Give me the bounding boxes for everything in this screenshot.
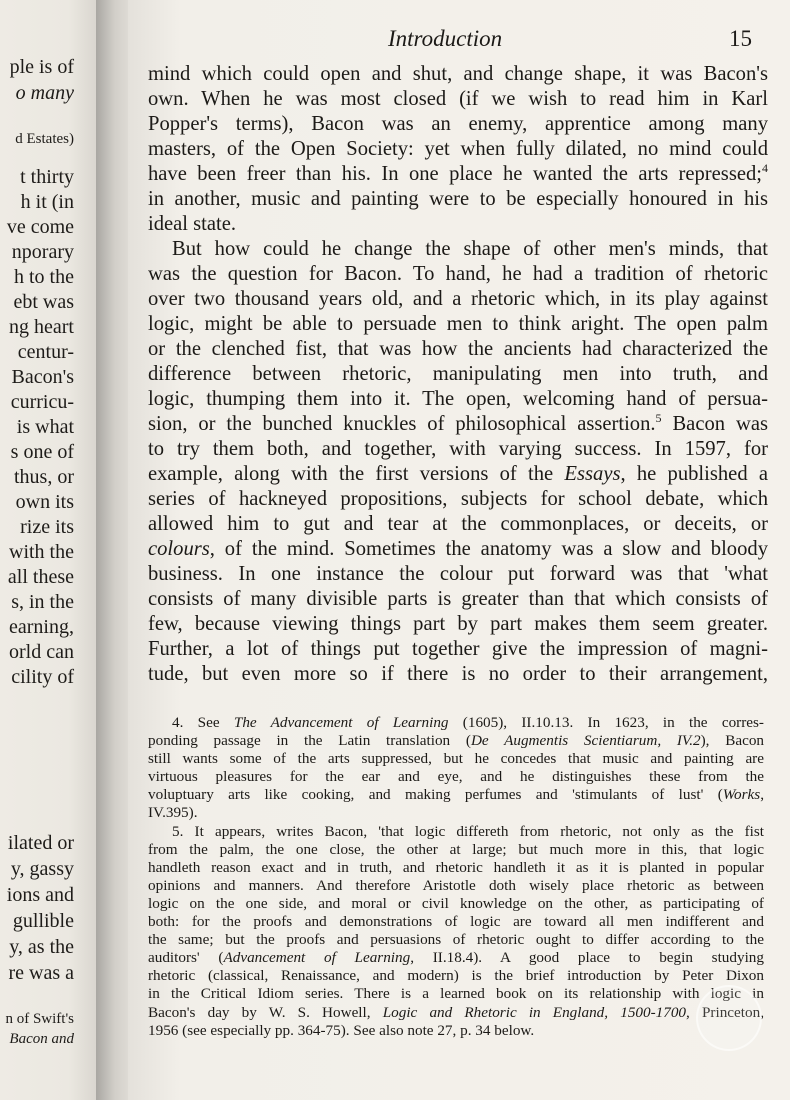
left-page-fragment: cility of: [11, 666, 74, 688]
body-line: But how could he change the shape of other men's minds, that: [172, 238, 768, 260]
footnote-line: ponding passage in the Latin translation (De Augmentis Scientiarum, IV.2), Bacon: [148, 732, 765, 750]
left-page-fragment: t thirty: [20, 166, 74, 188]
body-text: [148, 62, 768, 687]
page-header: [128, 26, 790, 56]
left-page-fragment: all these: [7, 566, 74, 588]
left-page-fragment: n of Swift's: [5, 1011, 74, 1027]
colours-term: colours: [148, 538, 210, 560]
footnote-line: rhetoric (classical, Renaissance, and modern) is the brief introduction by Peter Dixon: [148, 967, 764, 985]
watermark-stamp: [696, 985, 762, 1051]
footnote-line: opinions and manners. And therefore Aristotle doth wisely place rhetoric as between: [148, 876, 764, 894]
footnote-line: auditors' (Advancement of Learning, II.18.4). A good place to begin studying: [148, 949, 764, 967]
left-page-fragment: orld can: [9, 641, 74, 663]
footnote-line: in the Critical Idiom series. There is a learned book on its relationship with logic in: [148, 985, 764, 1003]
body-line: Further, a lot of things put together give the impression of magni-: [148, 638, 768, 660]
body-line: logic, thumping them into it. The open, welcoming hand of persua-: [148, 388, 768, 410]
running-head: Introduction: [388, 26, 503, 51]
footnote-line: the same; but the proofs and persuasions of rhetoric ought to differ according to the: [148, 931, 764, 949]
left-page-fragment: centur-: [17, 341, 74, 363]
footnote-ref-5: 5: [655, 411, 662, 426]
left-page-fragment: ve come: [6, 216, 74, 238]
footnote-line: 1956 (see especially pp. 364-75). See also note 27, p. 34 below.: [148, 1021, 535, 1039]
left-page-fragment: ions and: [6, 884, 74, 906]
body-line: ideal state.: [148, 213, 237, 235]
body-line: business. In one instance the colour put forward was that 'what: [148, 563, 768, 585]
left-page-fragment: o many: [15, 82, 74, 104]
right-page: [128, 0, 790, 1100]
left-page-fragment: own its: [15, 491, 74, 513]
left-page-fragment: thus, or: [14, 466, 74, 488]
left-page-fragment: earning,: [9, 616, 74, 638]
footnote-ref-4: 4: [762, 161, 768, 176]
footnote-line: Bacon's day by W. S. Howell, Logic and Rhetoric in England, 1500-1700, Princeton,: [148, 1003, 764, 1021]
footnote-line: voluptuary arts like cooking, and making perfumes and 'stimulants of lust' (Works,: [148, 786, 764, 804]
footnote-line: 4. See The Advancement of Learning (1605), II.10.13. In 1623, in the corres-: [172, 714, 764, 731]
left-page-fragment: ng heart: [9, 316, 74, 338]
body-line: Popper's terms), Bacon was an enemy, apprentice among many: [148, 113, 768, 135]
body-line: series of hackneyed propositions, subjects for school debate, which: [148, 488, 768, 510]
body-line: own. When he was most closed (if we wish to read him in Karl: [148, 88, 768, 110]
left-page-fragment: curricu-: [10, 391, 74, 413]
left-page-fragment: is what: [16, 416, 74, 438]
body-line: was the question for Bacon. To hand, he had a tradition of rhetoric: [148, 263, 768, 285]
left-page-fragment: gullible: [12, 910, 74, 932]
left-page-fragment: h it (in: [20, 191, 74, 213]
body-line: allowed him to gut and tear at the commonplaces, or deceits, or: [148, 513, 768, 535]
body-line: few, because viewing things part by part makes them seem greater.: [148, 613, 768, 635]
body-line: mind which could open and shut, and change shape, it was Bacon's: [148, 63, 768, 85]
footnote-line: both: for the proofs and demonstrations of logic are toward all men indifferent and: [148, 913, 764, 931]
left-page: [0, 0, 98, 1100]
footnote-line: still wants some of the arts suppressed, but he concedes that music and painting are: [148, 750, 764, 768]
body-line: have been freer than his. In one place he wanted the arts repressed;$^4$: [148, 161, 768, 185]
left-page-fragment: ebt was: [13, 291, 74, 313]
footnote-line: handleth reason exact and in truth, and rhetoric handleth it as it is planted in popular: [148, 858, 764, 876]
body-line: over two thousand years old, and a rhetoric which, in its play against: [148, 288, 768, 310]
left-page-fragment: Bacon and: [9, 1031, 74, 1047]
essays-title: Essays: [564, 463, 621, 485]
left-page-fragment: y, as the: [9, 936, 74, 958]
body-line: or the clenched fist, that was how the ancients had characterized the: [148, 338, 768, 360]
left-page-fragment: d Estates): [15, 131, 74, 147]
footnote-line: IV.395).: [148, 804, 198, 822]
footnote-line: virtuous pleasures for the ear and eye, and he distinguishes these from the: [148, 768, 764, 786]
footnote-line: from the palm, the one close, the other at large; but much more in this, that logic: [148, 840, 764, 858]
left-page-fragment: with the: [9, 541, 74, 563]
body-line: masters, of the Open Society: yet when fully dilated, no mind could: [148, 138, 768, 160]
body-line: consists of many divisible parts is greater than that which consists of: [148, 588, 768, 610]
footnote-line: 5. It appears, writes Bacon, 'that logic differeth from rhetoric, not only as the fist: [172, 822, 764, 840]
footnote-line: logic on the one side, and moral or civil knowledge on the other, as participating of: [148, 894, 764, 912]
left-page-fragment: y, gassy: [10, 858, 74, 880]
body-line: tude, but even more so if there is no order to their arrangement,: [148, 663, 768, 685]
left-page-fragment: ilated or: [7, 832, 74, 854]
body-line: logic, might be able to persuade men to think aright. The open palm: [148, 313, 768, 335]
body-line: to try them both, and together, with varying success. In 1597, for: [148, 438, 768, 460]
body-line: difference between rhetoric, manipulating men into truth, and: [148, 363, 768, 385]
left-page-fragment: rize its: [20, 516, 74, 538]
page-number: 15: [729, 26, 752, 51]
footnotes: [148, 714, 764, 1040]
left-page-fragment: Bacon's: [11, 366, 74, 388]
left-page-fragment: s, in the: [11, 591, 74, 613]
left-page-fragment: s one of: [10, 441, 74, 463]
left-page-fragment: ple is of: [9, 56, 74, 78]
body-line: example, along with the first versions of the Essays, he published a: [148, 463, 768, 485]
left-page-fragment: re was a: [8, 962, 74, 984]
left-page-fragment: h to the: [14, 266, 74, 288]
body-line: in another, music and painting were to be especially honoured in his: [148, 188, 768, 210]
body-line: colours, of the mind. Sometimes the anatomy was a slow and bloody: [148, 538, 768, 560]
left-page-fragment: nporary: [11, 241, 74, 263]
body-line: sion, or the bunched knuckles of philosophical assertion.$^5$ Bacon was: [148, 411, 768, 435]
